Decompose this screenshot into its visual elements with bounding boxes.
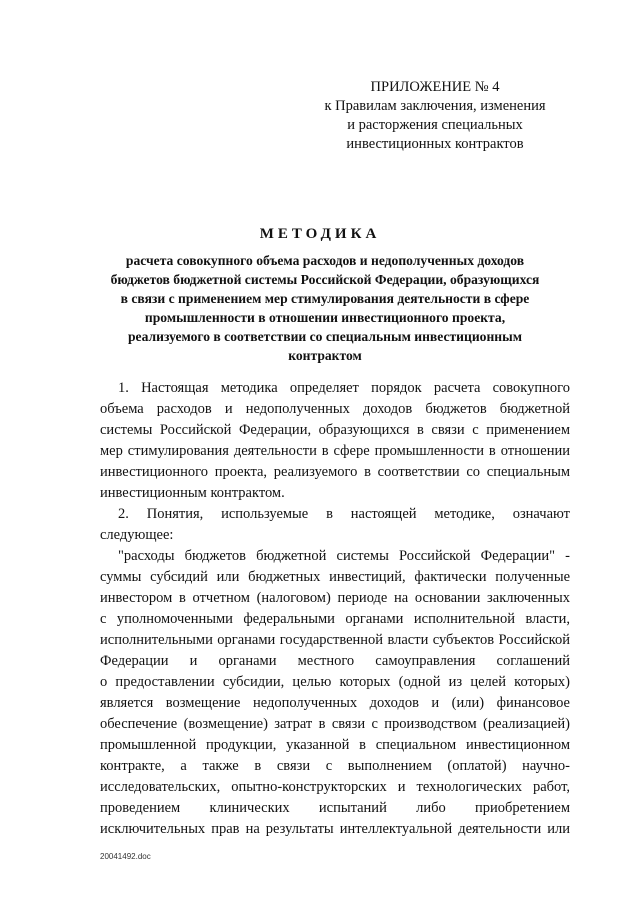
appendix-line: и расторжения специальных xyxy=(347,117,523,133)
body-line: исполнительными органами государственной власти субъектов Российской xyxy=(100,632,570,648)
body-line: исключительных прав на результаты интеллектуальной деятельности или xyxy=(100,821,570,837)
body-line: системы Российской Федерации, образующихся в связи с применением xyxy=(100,422,570,438)
appendix-line: к Правилам заключения, изменения xyxy=(324,98,546,114)
subtitle-line: реализуемого в соответствии со специальным инвестиционным xyxy=(127,329,523,344)
subtitle-line: бюджетов бюджетной системы Российской Федерации, образующихся xyxy=(110,272,540,287)
subtitle-line: в связи с применением мер стимулирования деятельности в сфере xyxy=(120,291,530,306)
body-line: "расходы бюджетов бюджетной системы Российской Федерации" - xyxy=(118,548,570,564)
body-line: 2. Понятия, используемые в настоящей методике, означают xyxy=(118,506,570,522)
body-line: исследовательских, опытно-конструкторских и технологических работ, xyxy=(100,779,570,795)
document-title: МЕТОДИКА xyxy=(259,226,381,242)
body-line: Федерации и органами местного самоуправления соглашений xyxy=(100,653,570,669)
body-line: инвестиционного проекта, реализуемого в соответствии со специальным xyxy=(100,464,570,480)
body-line: следующее: xyxy=(100,527,174,543)
body-line: промышленной продукции, указанной в специальном инвестиционном xyxy=(100,737,570,753)
subtitle-line: контрактом xyxy=(288,348,362,363)
appendix-line: ПРИЛОЖЕНИЕ № 4 xyxy=(370,79,500,95)
body-line: инвестиционным контрактом. xyxy=(100,485,285,501)
appendix-header xyxy=(300,78,570,154)
appendix-line: инвестиционных контрактов xyxy=(346,136,524,152)
body-line: с уполномоченными федеральными органами исполнительной власти, xyxy=(100,611,570,627)
body-line: контракте, а также в связи с выполнением (оплатой) научно- xyxy=(100,758,570,774)
document-body xyxy=(100,378,570,840)
body-line: о предоставлении субсидии, целью которых (одной из целей которых) xyxy=(100,674,570,690)
body-line: суммы субсидий или бюджетных инвестиций, фактически полученные xyxy=(100,569,570,585)
body-line: является возмещение недополученных доходов и (или) финансовое xyxy=(100,695,570,711)
subtitle-line: расчета совокупного объема расходов и недополученных доходов xyxy=(125,253,525,268)
document-subtitle xyxy=(60,251,590,365)
body-line: 1. Настоящая методика определяет порядок расчета совокупного xyxy=(118,380,570,396)
body-line: инвестором в отчетном (налоговом) периоде на основании заключенных xyxy=(100,590,570,606)
file-name-footer: 20041492.doc xyxy=(100,852,151,861)
body-line: объема расходов и недополученных доходов бюджетов бюджетной xyxy=(100,401,570,417)
body-line: обеспечение (возмещение) затрат в связи с производством (реализацией) xyxy=(100,716,570,732)
subtitle-line: промышленности в отношении инвестиционного проекта, xyxy=(144,310,506,325)
body-line: мер стимулирования деятельности в сфере промышленности в отношении xyxy=(100,443,570,459)
body-line: проведением клинических испытаний либо приобретением xyxy=(100,800,570,816)
